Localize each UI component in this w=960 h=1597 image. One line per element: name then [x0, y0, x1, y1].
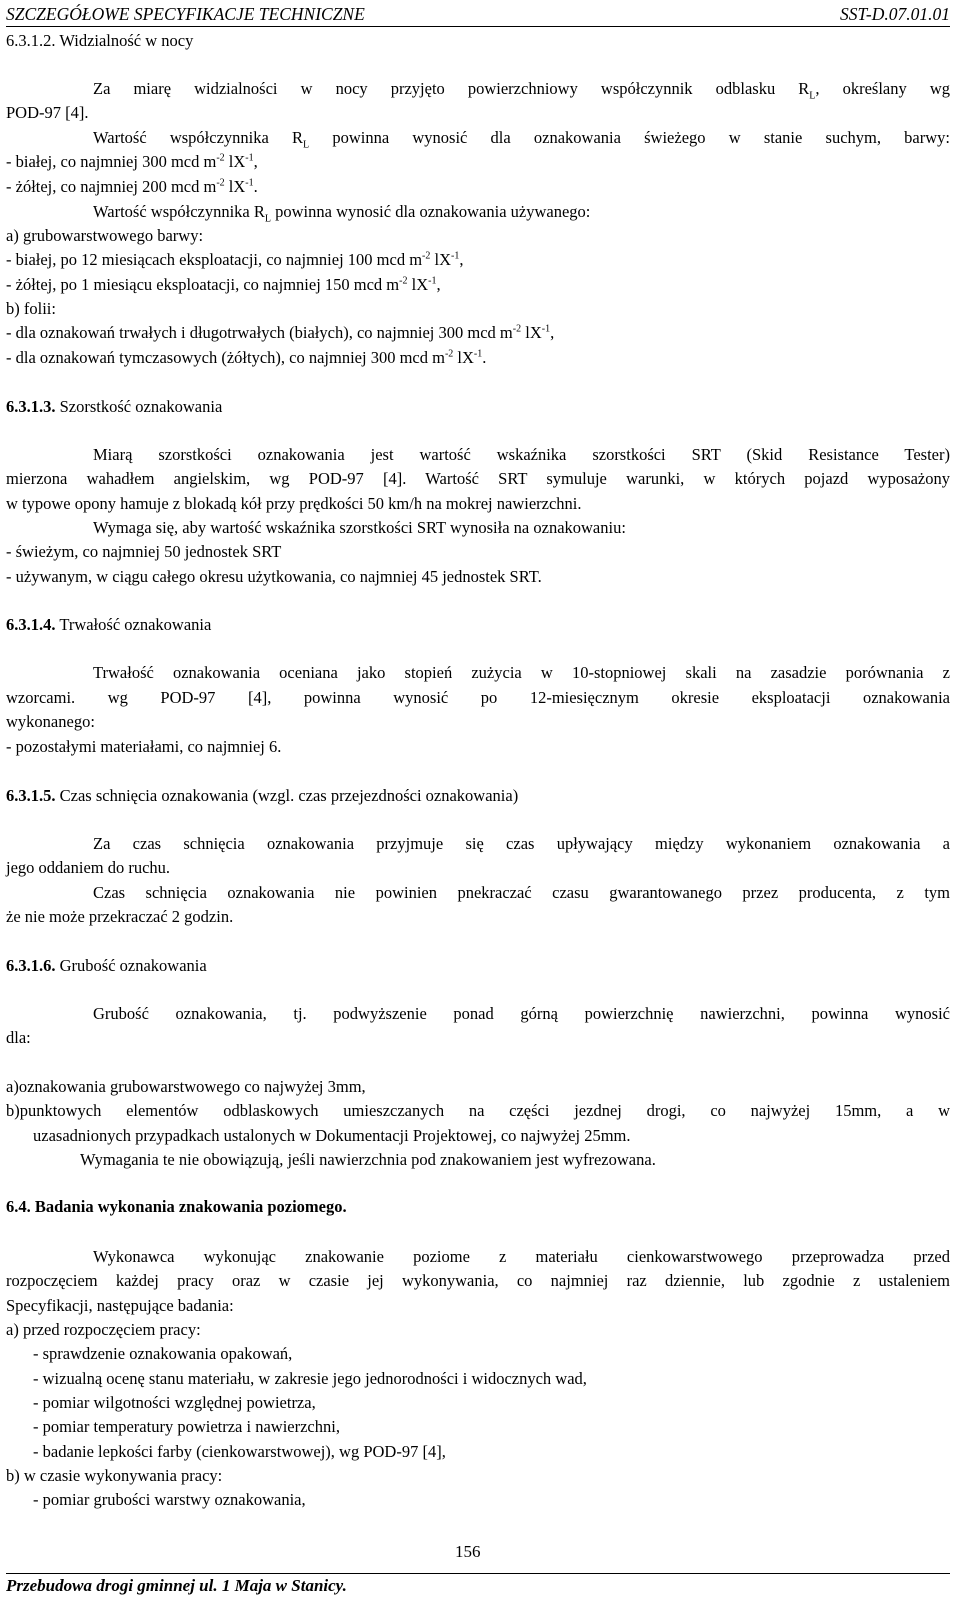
page-footer: Przebudowa drogi gminnej ul. 1 Maja w Stanicy. [6, 1573, 950, 1596]
paragraph-line: Wykonawca wykonując znakowanie poziome z materiału cienkowarstwowego przeprowadza przed [93, 1247, 950, 1266]
paragraph-line: wykonanego: [6, 712, 95, 731]
section-heading-trwalosc: 6.3.1.4. Trwałość oznakowania [6, 615, 212, 634]
paragraph-line: Czas schnięcia oznakowania nie powinien pnekraczać czasu gwarantowanego przez producenta, z tym [93, 883, 950, 902]
list-item: - pozostałymi materiałami, co najmniej 6. [6, 737, 282, 756]
list-item: - żółtej, co najmniej 200 mcd $m^{-2}$ $lX^{-1}$. [6, 177, 258, 196]
header-code: SST-D.07.01.01 [839, 4, 950, 24]
paragraph-line: Miarą szorstkości oznakowania jest wartość wskaźnika szorstkości SRT (Skid Resistance Tester) [93, 445, 950, 464]
section-heading-badania: 6.4. Badania wykonania znakowania poziomego. [6, 1197, 347, 1216]
list-item: b) w czasie wykonywania pracy: [6, 1466, 223, 1485]
list-item-continuation: uzasadnionych przypadkach ustalonych w Dokumentacji Projektowej, co najwyżej 25mm. [33, 1126, 631, 1145]
list-item: - białej, co najmniej 300 mcd $m^{-2}$ $lX^{-1}$, [6, 152, 258, 171]
section-heading-grubosc: 6.3.1.6. Grubość oznakowania [6, 956, 207, 975]
list-item: - pomiar wilgotności względnej powietrza, [33, 1393, 316, 1412]
paragraph-line: Grubość oznakowania, tj. podwyższenie ponad górną powierzchnię nawierzchni, powinna wynosić [93, 1004, 950, 1023]
paragraph-line: POD-97 [4]. [6, 103, 89, 122]
list-item: a) przed rozpoczęciem pracy: [6, 1320, 201, 1339]
list-item: - dla oznakowań tymczasowych (żółtych), co najmniej 300 mcd $m^{-2}$ $lX^{-1}$. [6, 348, 487, 367]
section-heading-czas-schniecia: 6.3.1.5. Czas schnięcia oznakowania (wzgl. czas przejezdności oznakowania) [6, 786, 519, 805]
paragraph-line: Specyfikacji, następujące badania: [6, 1296, 234, 1315]
paragraph-line: Za czas schnięcia oznakowania przyjmuje się czas upływający między wykonaniem oznakowania a [93, 834, 950, 853]
paragraph-line: rozpoczęciem każdej pracy oraz w czasie jej wykonywania, co najmniej raz dziennie, lub zgodnie z ustaleniem [6, 1271, 950, 1290]
paragraph-line: Wymaga się, aby wartość wskaźnika szorstkości SRT wynosiła na oznakowaniu: [93, 518, 626, 537]
list-item: - pomiar grubości warstwy oznakowania, [33, 1490, 306, 1509]
list-item: - wizualną ocenę stanu materiału, w zakresie jego jednorodności i widocznych wad, [33, 1369, 587, 1388]
list-item: - sprawdzenie oznakowania opakowań, [33, 1344, 293, 1363]
paragraph-line: Trwałość oznakowania oceniana jako stopień zużycia w 10-stopniowej skali na zasadzie porównania z [93, 663, 950, 682]
list-item: - pomiar temperatury powietrza i nawierzchni, [33, 1417, 340, 1436]
paragraph-line: że nie może przekraczać 2 godzin. [6, 907, 234, 926]
list-item: - używanym, w ciągu całego okresu użytkowania, co najmniej 45 jednostek SRT. [6, 567, 542, 586]
page-number: 156 [455, 1542, 481, 1561]
paragraph-line: dla: [6, 1028, 31, 1047]
list-item: - żółtej, po 1 miesiącu eksploatacji, co najmniej 150 mcd $m^{-2}$ $lX^{-1}$, [6, 275, 441, 294]
paragraph-line: Wartość współczynnika $R_L$ powinna wynosić dla oznakowania używanego: [93, 202, 591, 225]
section-heading-widzialnosc: 6.3.1.2. Widzialność w nocy [6, 31, 194, 50]
list-item: a)oznakowania grubowarstwowego co najwyżej 3mm, [6, 1077, 366, 1096]
list-item: - świeżym, co najmniej 50 jednostek SRT [6, 542, 282, 561]
paragraph-line: jego oddaniem do ruchu. [6, 858, 171, 877]
list-item: b)punktowych elementów odblaskowych umieszczanych na części jezdnej drogi, co najwyżej 15mm, a w [6, 1101, 950, 1120]
header-title: SZCZEGÓŁOWE SPECYFIKACJE TECHNICZNE [6, 4, 365, 24]
paragraph-line: wzorcami. wg POD-97 [4], powinna wynosić po 12-miesięcznym okresie eksploatacji oznakowania [6, 688, 950, 707]
list-item: - białej, po 12 miesiącach eksploatacji, co najmniej 100 mcd $m^{-2}$ $lX^{-1}$, [6, 250, 464, 269]
list-item: a) grubowarstwowego barwy: [6, 226, 204, 245]
paragraph-line: Wymagania te nie obowiązują, jeśli nawierzchnia pod znakowaniem jest wyfrezowana. [80, 1150, 656, 1169]
paragraph-line: Wartość współczynnika $R_L$ powinna wynosić dla oznakowania świeżego w stanie suchym, barwy: [93, 128, 950, 151]
page-header [6, 2, 950, 27]
list-item: - badanie lepkości farby (cienkowarstwowej), wg POD-97 [4], [33, 1442, 446, 1461]
list-item: - dla oznakowań trwałych i długotrwałych (białych), co najmniej 300 mcd $m^{-2}$ $lX^{-1}$, [6, 323, 555, 342]
list-item: b) folii: [6, 299, 56, 318]
paragraph-line: w typowe opony hamuje z blokadą kół przy prędkości 50 km/h na mokrej nawierzchni. [6, 494, 582, 513]
paragraph-line: mierzona wahadłem angielskim, wg POD-97 [4]. Wartość SRT symuluje warunki, w których pojazd wyposażony [6, 469, 950, 488]
paragraph-line: Za miarę widzialności w nocy przyjęto powierzchniowy współczynnik odblasku $R_L$, określany wg [93, 79, 950, 102]
section-heading-szorstkosc: 6.3.1.3. Szorstkość oznakowania [6, 397, 223, 416]
